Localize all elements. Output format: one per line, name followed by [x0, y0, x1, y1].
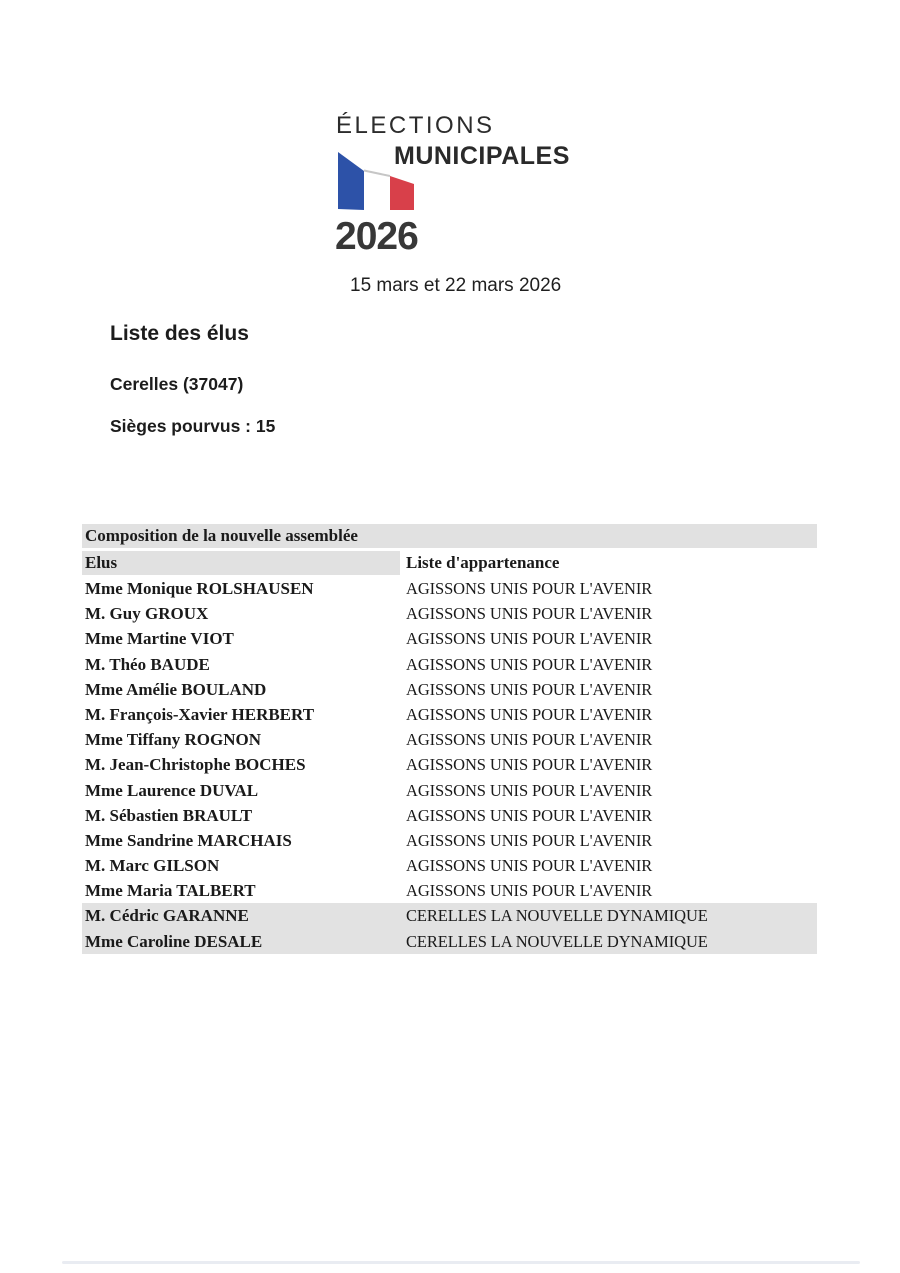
scan-artifact-line — [62, 1261, 860, 1264]
list-affiliation: AGISSONS UNIS POUR L'AVENIR — [406, 881, 653, 901]
list-affiliation: AGISSONS UNIS POUR L'AVENIR — [406, 629, 653, 649]
list-affiliation: AGISSONS UNIS POUR L'AVENIR — [406, 679, 653, 699]
table-row — [82, 727, 817, 752]
elected-name: M. Cédric GARANNE — [85, 906, 249, 926]
elected-name: Mme Amélie BOULAND — [85, 679, 267, 699]
table-row — [82, 702, 817, 727]
list-affiliation: AGISSONS UNIS POUR L'AVENIR — [406, 780, 653, 800]
list-affiliation: AGISSONS UNIS POUR L'AVENIR — [406, 579, 653, 598]
logo-text-elections: ÉLECTIONS — [336, 112, 495, 139]
elected-name: Mme Maria TALBERT — [85, 881, 256, 901]
list-affiliation: AGISSONS UNIS POUR L'AVENIR — [406, 704, 653, 724]
table-row — [82, 878, 817, 903]
list-affiliation: AGISSONS UNIS POUR L'AVENIR — [406, 730, 653, 750]
seats-filled: Sièges pourvus : 15 — [110, 416, 276, 436]
elected-name: Mme Laurence DUVAL — [85, 780, 259, 800]
list-affiliation: AGISSONS UNIS POUR L'AVENIR — [406, 805, 653, 825]
column-header-elus: Elus — [82, 551, 400, 575]
elected-name: Mme Tiffany ROGNON — [85, 730, 261, 750]
elected-name: M. Marc GILSON — [85, 856, 220, 876]
table-row — [82, 752, 817, 777]
french-flag-icon — [337, 149, 415, 216]
table-header-row — [82, 551, 817, 575]
list-affiliation: CERELLES LA NOUVELLE DYNAMIQUE — [406, 906, 708, 926]
logo-year: 2026 — [335, 215, 418, 258]
elected-name: Mme Sandrine MARCHAIS — [85, 830, 292, 850]
table-row — [82, 576, 817, 601]
elected-name: M. Théo BAUDE — [85, 654, 210, 674]
elected-name: Mme Martine VIOT — [85, 629, 234, 649]
table-body — [82, 576, 817, 954]
table-row — [82, 626, 817, 651]
table-row — [82, 903, 817, 928]
table-row — [82, 677, 817, 702]
elected-name: M. François-Xavier HERBERT — [85, 704, 315, 724]
column-header-liste: Liste d'appartenance — [406, 553, 560, 572]
elected-name: M. Guy GROUX — [85, 604, 209, 624]
table-row — [82, 929, 817, 954]
elected-name: M. Sébastien BRAULT — [85, 805, 253, 825]
list-affiliation: AGISSONS UNIS POUR L'AVENIR — [406, 856, 653, 876]
table-row — [82, 803, 817, 828]
list-affiliation: AGISSONS UNIS POUR L'AVENIR — [406, 830, 653, 850]
elected-name: M. Jean-Christophe BOCHES — [85, 755, 306, 775]
page-title: Liste des élus — [110, 322, 249, 345]
results-table — [82, 524, 817, 954]
table-row — [82, 778, 817, 803]
table-row — [82, 853, 817, 878]
list-affiliation: AGISSONS UNIS POUR L'AVENIR — [406, 604, 653, 624]
list-affiliation: AGISSONS UNIS POUR L'AVENIR — [406, 654, 653, 674]
elected-name: Mme Caroline DESALE — [85, 931, 263, 951]
elected-name: Mme Monique ROLSHAUSEN — [85, 579, 314, 598]
commune-name: Cerelles (37047) — [110, 374, 244, 394]
table-row — [82, 652, 817, 677]
table-section-title: Composition de la nouvelle assemblée — [82, 524, 817, 548]
table-row — [82, 601, 817, 626]
table-row — [82, 828, 817, 853]
list-affiliation: CERELLES LA NOUVELLE DYNAMIQUE — [406, 931, 708, 951]
election-dates: 15 mars et 22 mars 2026 — [350, 275, 562, 296]
logo-text-municipales: MUNICIPALES — [394, 142, 570, 170]
list-affiliation: AGISSONS UNIS POUR L'AVENIR — [406, 755, 653, 775]
